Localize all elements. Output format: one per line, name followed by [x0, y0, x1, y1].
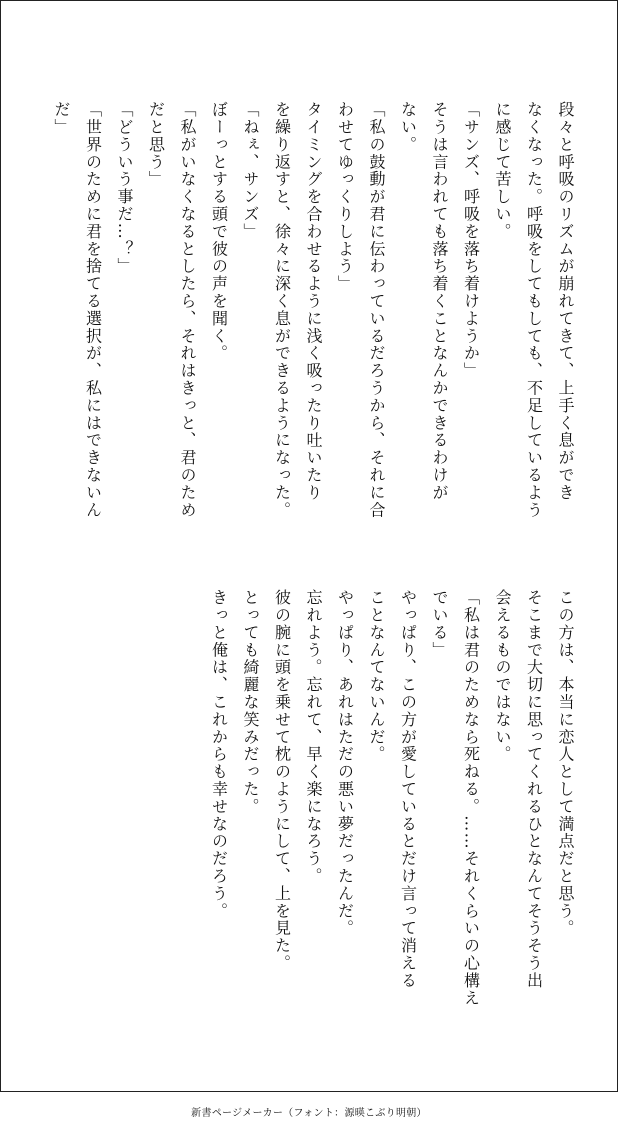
text-line: ぼーっとする頭で彼の声を聞く。 [209, 101, 229, 362]
text-line: やっぱり、この方が愛しているとだけ言って消える [398, 589, 418, 990]
text-line: そうは言われても落ち着くことなんかできるわけが [430, 101, 449, 502]
text-line: 会えるものではない。 [493, 589, 512, 763]
text-line: 「私は君のためなら死ねる。……それくらいの心構え [461, 589, 481, 1007]
text-line: でいる」 [430, 589, 449, 659]
text-line: 彼の腕に頭を乗せて枕のようにして、上を見た。 [272, 589, 292, 972]
text-block-bottom [203, 589, 581, 1024]
text-line: タイミングを合わせるように浅く吸ったり吐いたり [304, 101, 323, 502]
text-line: なくなった。呼吸をしてもしても、不足しているよう [524, 101, 544, 519]
text-line: を繰り返すと、徐々に深く息ができるようになった。 [272, 101, 292, 519]
text-line: 「私の鼓動が君に伝わっているだろうから、それに合 [367, 101, 386, 519]
text-line: わせてゆっくりしよう」 [335, 101, 355, 293]
text-line: ない。 [398, 101, 418, 154]
text-line: 「世界のために君を捨てる選択が、私にはできないん [83, 101, 103, 519]
text-line: だ」 [52, 101, 71, 136]
text-line: この方は、本当に恋人として満点だと思う。 [556, 589, 575, 937]
footer-credit: 新書ページメーカー（フォント：源暎こぶり明朝） [191, 1108, 427, 1119]
text-line: 段々と呼吸のリズムが崩れてきて、上手く息ができ [556, 101, 575, 502]
text-line: 「ねぇ、サンズ」 [241, 101, 260, 241]
text-line: に感じて苦しい。 [493, 101, 512, 241]
text-line: 「サンズ、呼吸を落ち着けようか」 [461, 101, 481, 380]
text-block-top [46, 101, 582, 536]
text-line: ことなんてないんだ。 [367, 589, 386, 763]
text-line: 「どういう事だ…？」 [115, 101, 134, 275]
text-line: きっと俺は、これからも幸せなのだろう。 [209, 589, 229, 920]
text-line: そこまで大切に思ってくれるひとなんてそうそう出 [524, 589, 544, 990]
text-line: だと思う」 [146, 101, 166, 188]
text-line: 「私がいなくなるとしたら、それはきっと、君のため [178, 101, 197, 519]
text-line: やっぱり、あれはただの悪い夢だったんだ。 [335, 589, 355, 937]
text-line: とっても綺麗な笑みだった。 [241, 589, 260, 816]
text-line: 忘れよう。忘れて、早く楽になろう。 [304, 589, 323, 885]
